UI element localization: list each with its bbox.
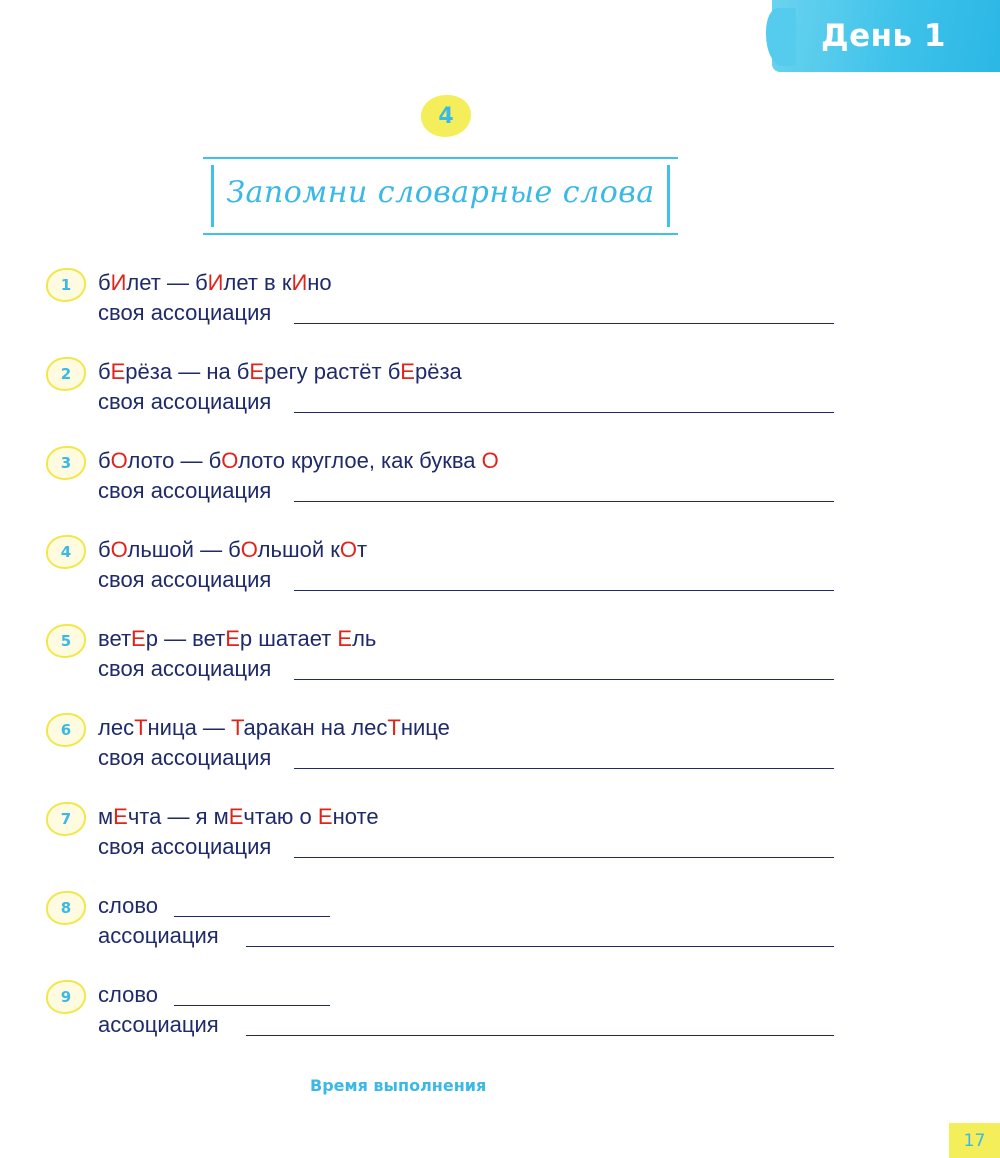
word-item bbox=[46, 626, 846, 692]
word-label: слово bbox=[98, 893, 158, 918]
mnemonic-text: лет — б bbox=[126, 270, 208, 295]
word-mnemonic bbox=[98, 448, 499, 474]
association-input-line[interactable] bbox=[246, 1035, 834, 1036]
highlighted-letter: И bbox=[291, 270, 308, 295]
highlighted-letter: О bbox=[110, 537, 128, 562]
exercise-title: Запомни словарные слова bbox=[226, 175, 655, 210]
highlighted-letter: Т bbox=[387, 715, 401, 740]
highlighted-letter: И bbox=[110, 270, 127, 295]
association-row bbox=[98, 745, 836, 771]
mnemonic-text: лес bbox=[98, 715, 135, 740]
highlighted-letter: И bbox=[207, 270, 224, 295]
word-row bbox=[98, 893, 158, 919]
day-banner bbox=[772, 0, 1000, 72]
highlighted-letter: Е bbox=[249, 359, 265, 384]
highlighted-letter: Е bbox=[317, 804, 333, 829]
word-mnemonic bbox=[98, 804, 379, 830]
mnemonic-text: ница — bbox=[147, 715, 232, 740]
word-mnemonic bbox=[98, 715, 450, 741]
item-number-badge: 4 bbox=[46, 535, 86, 569]
association-row bbox=[98, 923, 836, 949]
item-number-badge: 3 bbox=[46, 446, 86, 480]
association-row bbox=[98, 656, 836, 682]
mnemonic-text: льшой — б bbox=[127, 537, 241, 562]
mnemonic-text: регу растёт б bbox=[264, 359, 401, 384]
mnemonic-text: аракан на лес bbox=[243, 715, 388, 740]
association-row bbox=[98, 567, 836, 593]
association-input-line[interactable] bbox=[294, 768, 834, 769]
word-input-line[interactable] bbox=[174, 916, 330, 917]
mnemonic-text: чтаю о bbox=[243, 804, 318, 829]
highlighted-letter: Е bbox=[228, 804, 244, 829]
highlighted-letter: Е bbox=[400, 359, 415, 384]
mnemonic-text: лото — б bbox=[127, 448, 222, 473]
association-label: своя ассоциация bbox=[98, 567, 272, 592]
highlighted-letter: Т bbox=[231, 715, 244, 740]
word-item bbox=[46, 448, 846, 514]
item-number-badge: 1 bbox=[46, 268, 86, 302]
mnemonic-text: рёза — на б bbox=[125, 359, 250, 384]
mnemonic-text: т bbox=[357, 537, 368, 562]
word-item bbox=[46, 804, 846, 870]
mnemonic-text: р шатает bbox=[239, 626, 338, 651]
association-input-line[interactable] bbox=[294, 501, 834, 502]
day-label: День 1 bbox=[820, 18, 946, 54]
highlighted-letter: О bbox=[240, 537, 258, 562]
mnemonic-text: льшой к bbox=[257, 537, 340, 562]
mnemonic-text: б bbox=[98, 537, 111, 562]
association-label: ассоциация bbox=[98, 1012, 219, 1037]
association-label: своя ассоциация bbox=[98, 300, 272, 325]
association-input-line[interactable] bbox=[294, 679, 834, 680]
association-row bbox=[98, 300, 836, 326]
mnemonic-text: б bbox=[98, 359, 111, 384]
word-item bbox=[46, 537, 846, 603]
highlighted-letter: О bbox=[481, 448, 499, 473]
association-row bbox=[98, 478, 836, 504]
association-row bbox=[98, 1012, 836, 1038]
item-number-badge: 7 bbox=[46, 802, 86, 836]
word-input-line[interactable] bbox=[174, 1005, 330, 1006]
association-input-line[interactable] bbox=[294, 412, 834, 413]
item-number-badge: 9 bbox=[46, 980, 86, 1014]
highlighted-letter: Е bbox=[110, 359, 126, 384]
word-mnemonic bbox=[98, 359, 462, 385]
association-label: своя ассоциация bbox=[98, 834, 272, 859]
association-input-line[interactable] bbox=[246, 946, 834, 947]
highlighted-letter: Т bbox=[134, 715, 148, 740]
item-number-badge: 5 bbox=[46, 624, 86, 658]
word-row bbox=[98, 982, 158, 1008]
highlighted-letter: Е bbox=[131, 626, 146, 651]
association-label: своя ассоциация bbox=[98, 656, 272, 681]
item-number-badge: 2 bbox=[46, 357, 86, 391]
mnemonic-text: лото круглое, как буква bbox=[238, 448, 482, 473]
word-item bbox=[46, 270, 846, 336]
highlighted-letter: О bbox=[339, 537, 358, 562]
association-label: своя ассоциация bbox=[98, 478, 272, 503]
word-mnemonic bbox=[98, 626, 376, 652]
word-item bbox=[46, 359, 846, 425]
highlighted-letter: О bbox=[221, 448, 239, 473]
highlighted-letter: Е bbox=[337, 626, 353, 651]
association-input-line[interactable] bbox=[294, 857, 834, 858]
highlighted-letter: Е bbox=[113, 804, 128, 829]
word-label: слово bbox=[98, 982, 158, 1007]
mnemonic-text: ноте bbox=[332, 804, 379, 829]
association-label: своя ассоциация bbox=[98, 745, 272, 770]
word-item bbox=[46, 715, 846, 781]
word-item bbox=[46, 893, 846, 959]
mnemonic-text: б bbox=[98, 270, 111, 295]
word-item bbox=[46, 982, 846, 1048]
page-number: 17 bbox=[949, 1123, 1000, 1158]
mnemonic-text: вет bbox=[98, 626, 132, 651]
mnemonic-text: чта — я м bbox=[127, 804, 229, 829]
completion-time-label: Время выполнения bbox=[310, 1076, 487, 1095]
exercise-number-badge: 4 bbox=[421, 95, 471, 137]
word-mnemonic bbox=[98, 270, 332, 296]
association-label: ассоциация bbox=[98, 923, 219, 948]
association-row bbox=[98, 834, 836, 860]
mnemonic-text: м bbox=[98, 804, 114, 829]
item-number-badge: 6 bbox=[46, 713, 86, 747]
mnemonic-text: р — вет bbox=[145, 626, 226, 651]
mnemonic-text: лет в к bbox=[223, 270, 292, 295]
association-input-line[interactable] bbox=[294, 323, 834, 324]
association-input-line[interactable] bbox=[294, 590, 834, 591]
association-row bbox=[98, 389, 836, 415]
mnemonic-text: но bbox=[307, 270, 332, 295]
highlighted-letter: Е bbox=[225, 626, 240, 651]
mnemonic-text: нице bbox=[400, 715, 450, 740]
mnemonic-text: б bbox=[98, 448, 111, 473]
mnemonic-text: ль bbox=[352, 626, 377, 651]
word-mnemonic bbox=[98, 537, 367, 563]
exercise-title-frame bbox=[203, 157, 678, 235]
mnemonic-text: рёза bbox=[414, 359, 462, 384]
highlighted-letter: О bbox=[110, 448, 128, 473]
association-label: своя ассоциация bbox=[98, 389, 272, 414]
item-number-badge: 8 bbox=[46, 891, 86, 925]
